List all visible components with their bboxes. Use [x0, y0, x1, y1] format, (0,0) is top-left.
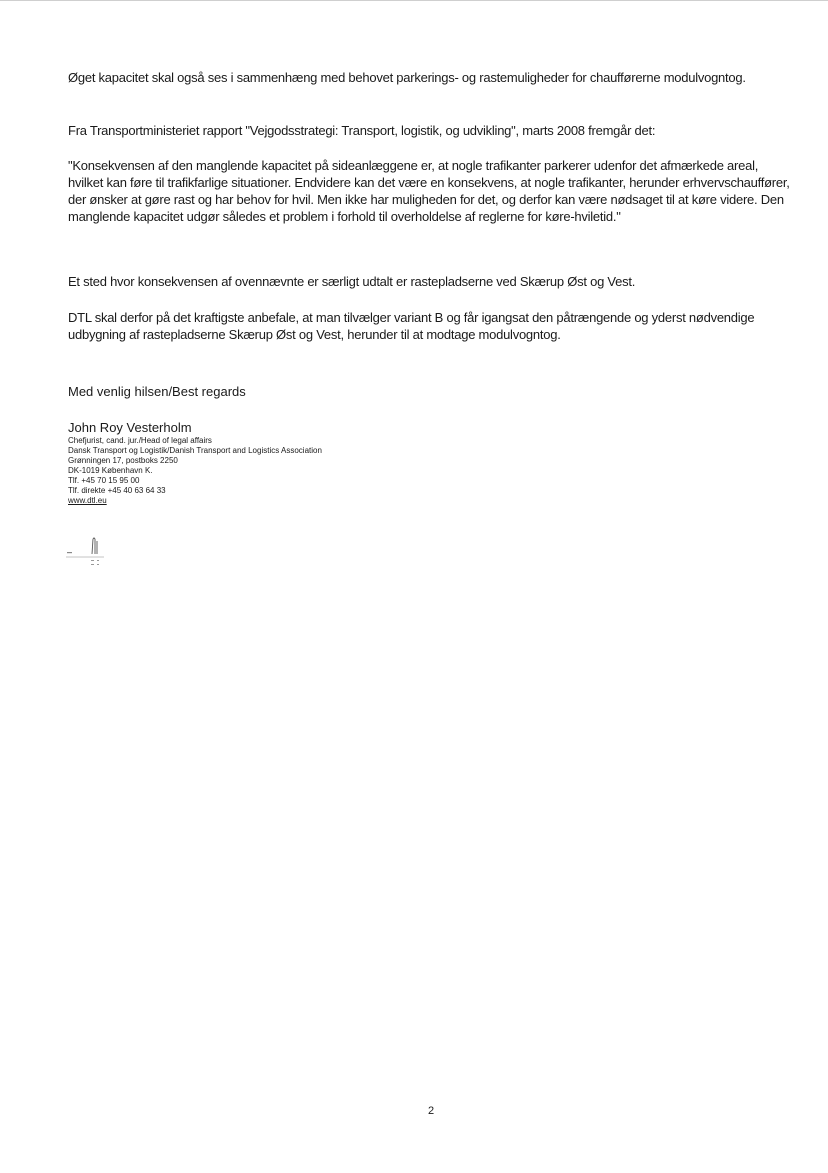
signature-address-city: DK-1019 København K.	[68, 466, 153, 475]
paragraph-skaerup: Et sted hvor konsekvensen af ovennævnte er særligt udtalt er rastepladserne ved Skærup Øst og Vest.	[68, 274, 636, 289]
page-number: 2	[427, 1105, 435, 1117]
signature-phone: Tlf. +45 70 15 95 00	[68, 476, 140, 485]
paragraph-report-intro: Fra Transportministeriet rapport "Vejgodsstrategi: Transport, logistik, og udvikling", marts 2008 fremgår det:	[68, 123, 656, 138]
paragraph-recommendation: DTL skal derfor på det kraftigste anbefale, at man tilvælger variant B og får igangsat den påtrængende og yderst nødvendige udbygning af rastepladserne Skærup Øst og Vest, herunder til at modtage modulvogntog.	[68, 310, 755, 342]
signature-block	[68, 420, 322, 506]
signature-name: John Roy Vesterholm	[68, 420, 192, 435]
page-top-border	[0, 0, 828, 1]
closing-greeting: Med venlig hilsen/Best regards	[68, 384, 246, 399]
signature-organization: Dansk Transport og Logistik/Danish Transport and Logistics Association	[68, 446, 322, 455]
paragraph-capacity: Øget kapacitet skal også ses i sammenhæng med behovet parkerings- og rastemuligheder for chaufførerne modulvogntog.	[68, 70, 746, 85]
paragraph-quote: "Konsekvensen af den manglende kapacitet på sideanlæggene er, at nogle trafikanter parkerer udenfor det afmærkede areal, hvilket kan føre til trafikfarlige situationer. Endvidere kan det være en konsekvens, at nogle trafikanter, herunder erhvervschauffører, der ønsker at gøre rast og har behov for hvil. Men ikke har muligheden for det, og derfor kan være nødsaget til at køre videre. Den manglende kapacitet udgør således et problem i forhold til overholdelse af reglerne for køre-hviletid."	[68, 158, 790, 224]
signature-title: Chefjurist, cand. jur./Head of legal affairs	[68, 436, 212, 445]
signature-address-street: Grønningen 17, postboks 2250	[68, 456, 178, 465]
logo-stamp-icon	[64, 536, 108, 570]
signature-direct-phone: Tlf. direkte +45 40 63 64 33	[68, 486, 166, 495]
website-link[interactable]: www.dtl.eu	[68, 496, 107, 505]
